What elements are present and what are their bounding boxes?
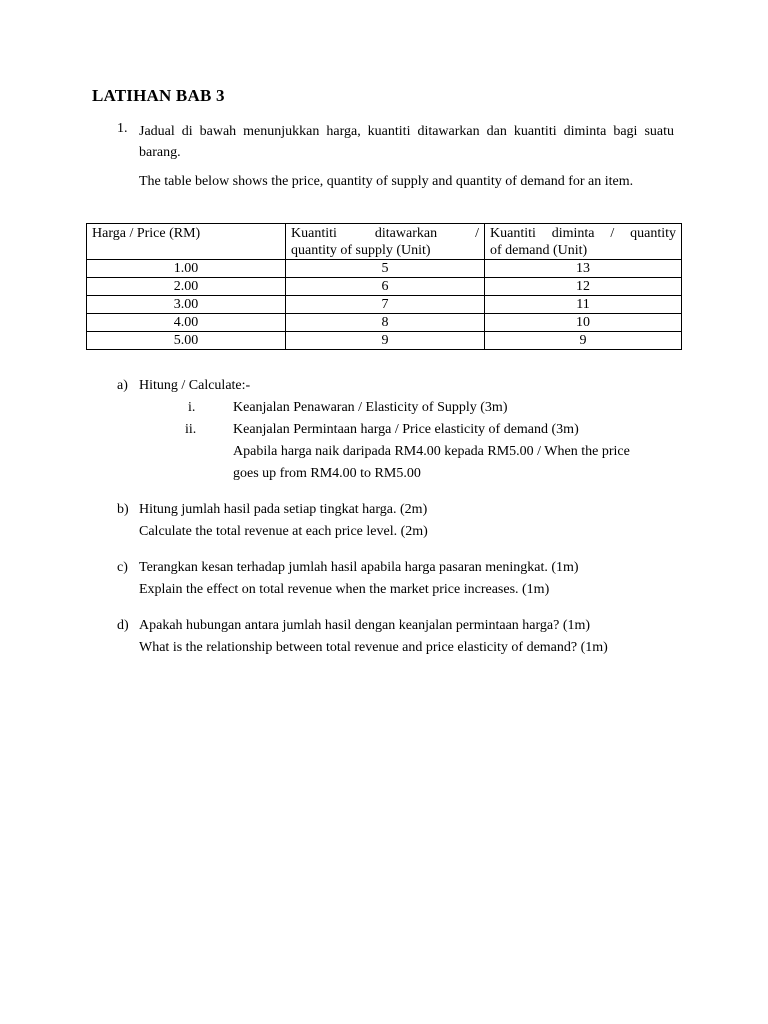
header-price-label: Harga / Price (RM) <box>92 226 201 241</box>
header-demand <box>485 224 682 260</box>
cell-supply: 9 <box>286 332 485 350</box>
header-supply-line2: quantity of supply (Unit) <box>291 243 431 258</box>
table-row <box>87 296 682 314</box>
cell-price: 3.00 <box>87 296 286 314</box>
part-a-ii-text: Keanjalan Permintaan harga / Price elasticity of demand (3m) <box>233 422 579 437</box>
question-intro-english: The table below shows the price, quantity of supply and quantity of demand for an item. <box>139 174 634 189</box>
cell-price: 5.00 <box>87 332 286 350</box>
part-c-label: c) <box>117 560 128 575</box>
header-supply <box>286 224 485 260</box>
cell-demand: 12 <box>485 278 682 296</box>
part-a-ii-label: ii. <box>185 422 197 437</box>
cell-price: 1.00 <box>87 260 286 278</box>
part-b-label: b) <box>117 502 129 517</box>
part-a-condition-line2: goes up from RM4.00 to RM5.00 <box>233 466 421 481</box>
part-a-text: Hitung / Calculate:- <box>139 378 251 393</box>
price-quantity-table <box>86 223 682 350</box>
part-c-english: Explain the effect on total revenue when the market price increases. (1m) <box>139 582 550 597</box>
cell-supply: 8 <box>286 314 485 332</box>
header-price <box>87 224 286 260</box>
part-a-label: a) <box>117 378 128 393</box>
table-header-row <box>87 224 682 260</box>
cell-demand: 10 <box>485 314 682 332</box>
cell-demand: 13 <box>485 260 682 278</box>
header-supply-line1: Kuantiti ditawarkan / <box>291 226 479 241</box>
part-d-english: What is the relationship between total revenue and price elasticity of demand? (1m) <box>139 640 608 655</box>
page-title: LATIHAN BAB 3 <box>92 86 225 105</box>
cell-price: 2.00 <box>87 278 286 296</box>
part-c-malay: Terangkan kesan terhadap jumlah hasil apabila harga pasaran meningkat. (1m) <box>139 560 579 575</box>
table-row <box>87 278 682 296</box>
part-d-malay: Apakah hubungan antara jumlah hasil dengan keanjalan permintaan harga? (1m) <box>139 618 591 633</box>
question-intro-malay: Jadual di bawah menunjukkan harga, kuantiti ditawarkan dan kuantiti diminta bagi suatu barang. <box>139 124 674 160</box>
question-number: 1. <box>117 121 128 136</box>
cell-price: 4.00 <box>87 314 286 332</box>
cell-supply: 6 <box>286 278 485 296</box>
cell-supply: 7 <box>286 296 485 314</box>
part-a-condition-line1: Apabila harga naik daripada RM4.00 kepada RM5.00 / When the price <box>233 444 630 459</box>
part-b-malay: Hitung jumlah hasil pada setiap tingkat harga. (2m) <box>139 502 428 517</box>
part-b-english: Calculate the total revenue at each price level. (2m) <box>139 524 428 539</box>
part-a-i-label: i. <box>188 400 196 415</box>
part-d-label: d) <box>117 618 129 633</box>
cell-supply: 5 <box>286 260 485 278</box>
table-row <box>87 332 682 350</box>
cell-demand: 9 <box>485 332 682 350</box>
header-demand-line1: Kuantiti diminta / quantity <box>490 226 676 241</box>
table-row <box>87 260 682 278</box>
part-a-i-text: Keanjalan Penawaran / Elasticity of Supply (3m) <box>233 400 508 415</box>
cell-demand: 11 <box>485 296 682 314</box>
header-demand-line2: of demand (Unit) <box>490 243 588 258</box>
table-row <box>87 314 682 332</box>
